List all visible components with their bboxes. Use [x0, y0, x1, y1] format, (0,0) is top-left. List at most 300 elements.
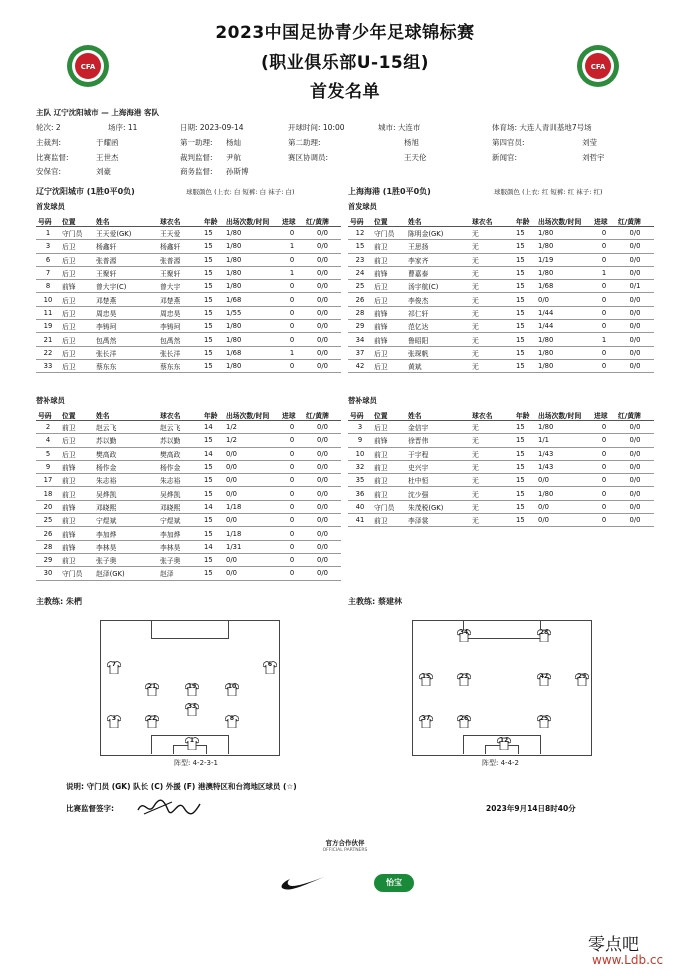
media-officer: 刘哲宇 [582, 153, 605, 162]
cell-pos: 前锋 [60, 460, 94, 473]
signature-scribble [134, 794, 204, 820]
cell-age: 15 [202, 553, 224, 566]
shirt-number: 19 [187, 683, 197, 690]
cell-shirt: 蔡东东 [158, 359, 202, 372]
cell-apps: 1/2 [224, 434, 280, 447]
cell-no: 23 [348, 253, 372, 266]
penalty-area-top [463, 620, 541, 639]
cell-age: 15 [514, 266, 536, 279]
table-row [348, 460, 654, 473]
title-line-1: 2023中国足协青少年足球锦标赛 [215, 23, 475, 43]
cell-apps: 1/80 [536, 421, 592, 434]
cell-name: 李林昊 [94, 540, 158, 553]
away-coach-name: 蔡建林 [378, 597, 402, 606]
cell-apps: 0/0 [224, 553, 280, 566]
shirt-number: 21 [147, 683, 157, 690]
table-row [36, 266, 341, 279]
cell-name: 祁仁轩 [406, 306, 470, 319]
cell-no: 25 [348, 280, 372, 293]
cell-pos: 守门员 [60, 567, 94, 580]
cell-shirt: 王聚轩 [158, 266, 202, 279]
table-row [36, 514, 341, 527]
cell-pos: 后卫 [372, 359, 406, 372]
cell-apps: 1/68 [536, 280, 592, 293]
cell-cards: 0/0 [616, 346, 654, 359]
away-player-shirt [419, 671, 433, 684]
cell-name: 金信宇 [406, 421, 470, 434]
legend: 说明: 守门员 (GK) 队长 (C) 外援 (F) 港澳特区和台湾地区球员 (☆) [66, 782, 297, 791]
cell-apps: 1/1 [536, 434, 592, 447]
table-row [348, 474, 654, 487]
cell-no: 29 [348, 320, 372, 333]
sponsor-logo: 怡宝 [374, 874, 414, 892]
table-row [348, 253, 654, 266]
cell-name: 黄斌 [406, 359, 470, 372]
cell-no: 36 [348, 487, 372, 500]
cell-pos: 前卫 [60, 514, 94, 527]
cell-shirt: 朱志裕 [158, 474, 202, 487]
cell-pos: 前锋 [372, 320, 406, 333]
cell-age: 15 [514, 227, 536, 240]
cell-shirt: 无 [470, 474, 514, 487]
cell-pos: 后卫 [60, 293, 94, 306]
cell-pos: 前卫 [372, 460, 406, 473]
shirt-number: 7 [111, 661, 117, 668]
ar1-label: 第一助理: [180, 138, 213, 147]
table-row [348, 447, 654, 460]
cell-pos: 后卫 [60, 333, 94, 346]
cell-pos: 后卫 [60, 306, 94, 319]
cell-age: 14 [202, 500, 224, 513]
cell-cards: 0/0 [616, 333, 654, 346]
cell-name: 邓晓熙 [94, 500, 158, 513]
table-row [348, 434, 654, 447]
cell-cards: 0/0 [616, 500, 654, 513]
cell-cards: 0/0 [616, 293, 654, 306]
table-row [36, 240, 341, 253]
shirt-number: 25 [539, 715, 549, 722]
match-date: 日期: 2023-09-14 [180, 123, 244, 132]
table-row [348, 421, 654, 434]
shirt-number: 33 [187, 703, 197, 710]
cell-age: 15 [514, 487, 536, 500]
cell-pos: 守门员 [60, 227, 94, 240]
cell-age: 15 [202, 306, 224, 319]
table-row [348, 359, 654, 372]
cell-goals: 0 [280, 500, 304, 513]
table-row [36, 553, 341, 566]
partners-subtitle: OFFICIAL PARTNERS [322, 848, 368, 853]
cell-pos: 前锋 [60, 527, 94, 540]
cell-no: 42 [348, 359, 372, 372]
fourth-official: 刘莹 [582, 138, 597, 147]
cell-no: 32 [348, 460, 372, 473]
away-player-shirt [419, 713, 433, 726]
cell-no: 21 [36, 333, 60, 346]
cell-age: 15 [202, 346, 224, 359]
cell-name: 吴烨凯 [94, 487, 158, 500]
cell-cards: 0/0 [616, 359, 654, 372]
cell-pos: 前卫 [60, 487, 94, 500]
cell-pos: 前锋 [372, 333, 406, 346]
cell-shirt: 邓晓熙 [158, 500, 202, 513]
cell-name: 赵泽(GK) [94, 567, 158, 580]
home-formation: 阵型: 4-2-3-1 [174, 759, 218, 767]
shirt-number: 37 [421, 715, 431, 722]
coordinator: 王天伦 [404, 153, 427, 162]
cell-no: 17 [36, 474, 60, 487]
cell-shirt: 无 [470, 306, 514, 319]
cell-apps: 0/0 [224, 487, 280, 500]
home-formation-pitch [100, 620, 280, 756]
cell-goals: 1 [592, 266, 616, 279]
cell-cards: 0/0 [616, 460, 654, 473]
away-player-shirt [457, 671, 471, 684]
cell-shirt: 李林昊 [158, 540, 202, 553]
table-row [36, 540, 341, 553]
cell-goals: 0 [592, 359, 616, 372]
home-player-shirt [107, 659, 121, 672]
shirt-number: 23 [459, 673, 469, 680]
cell-apps: 1/18 [224, 500, 280, 513]
cell-goals: 0 [280, 540, 304, 553]
cell-no: 25 [36, 514, 60, 527]
cell-age: 15 [514, 333, 536, 346]
cell-pos: 后卫 [60, 434, 94, 447]
cell-shirt: 无 [470, 253, 514, 266]
coordinator-label: 赛区协调员: [288, 153, 329, 162]
cell-cards: 0/0 [304, 421, 341, 434]
cell-no: 34 [348, 333, 372, 346]
cell-name: 汤宇航(C) [406, 280, 470, 293]
home-starters-table [36, 215, 341, 373]
stadium: 体育场: 大连人青训基地7号场 [492, 123, 592, 132]
cell-goals: 0 [280, 527, 304, 540]
cell-pos: 前锋 [372, 266, 406, 279]
cell-goals: 0 [592, 227, 616, 240]
cell-cards: 0/1 [616, 280, 654, 293]
table-header: 号码 位置 姓名 球衣名 年龄 出场次数/时间 进球 红/黄牌 [348, 215, 654, 227]
cell-cards: 0/0 [304, 306, 341, 319]
cell-cards: 0/0 [616, 253, 654, 266]
cell-age: 15 [514, 293, 536, 306]
referee: 于耀函 [96, 138, 119, 147]
security-label: 安保官: [36, 167, 62, 176]
home-coach [36, 596, 82, 607]
cell-goals: 0 [280, 253, 304, 266]
cell-apps: 1/80 [536, 487, 592, 500]
cell-no: 28 [348, 306, 372, 319]
cell-age: 15 [514, 320, 536, 333]
cell-age: 15 [202, 434, 224, 447]
cell-apps: 0/0 [536, 293, 592, 306]
table-row [36, 474, 341, 487]
cell-pos: 后卫 [60, 346, 94, 359]
table-header: 号码 位置 姓名 球衣名 年龄 出场次数/时间 进球 红/黄牌 [36, 215, 341, 227]
cell-apps: 1/43 [536, 447, 592, 460]
away-formation: 阵型: 4-4-2 [482, 759, 519, 767]
cell-cards: 0/0 [616, 320, 654, 333]
cell-cards: 0/0 [304, 447, 341, 460]
cell-cards: 0/0 [304, 266, 341, 279]
table-row [348, 320, 654, 333]
security-officer: 刘豪 [96, 167, 111, 176]
cell-goals: 0 [592, 253, 616, 266]
cell-shirt: 无 [470, 333, 514, 346]
table-row [36, 567, 341, 580]
cell-shirt: 吴烨凯 [158, 487, 202, 500]
cell-name: 沈少强 [406, 487, 470, 500]
cell-shirt: 李铸珂 [158, 320, 202, 333]
cell-shirt: 无 [470, 293, 514, 306]
cell-apps: 0/0 [536, 500, 592, 513]
cell-pos: 后卫 [60, 266, 94, 279]
table-row [348, 306, 654, 319]
cell-cards: 0/0 [616, 434, 654, 447]
cell-apps: 1/80 [224, 253, 280, 266]
commercial-supervisor: 孙斯博 [226, 167, 249, 176]
home-player-shirt [145, 713, 159, 726]
cell-age: 15 [202, 266, 224, 279]
cell-pos: 后卫 [60, 359, 94, 372]
cell-apps: 1/80 [224, 280, 280, 293]
cell-no: 4 [36, 434, 60, 447]
cell-pos: 后卫 [60, 253, 94, 266]
cell-name: 邓楚燕 [94, 293, 158, 306]
cell-name: 苏以勤 [94, 434, 158, 447]
cell-apps: 1/44 [536, 320, 592, 333]
cfa-logo-right [576, 44, 620, 88]
cell-age: 15 [202, 253, 224, 266]
cell-apps: 0/0 [224, 460, 280, 473]
away-subs-label: 替补球员 [348, 396, 377, 405]
shirt-number: 8 [229, 715, 235, 722]
cell-name: 王思扬 [406, 240, 470, 253]
cell-age: 15 [202, 487, 224, 500]
table-row [36, 333, 341, 346]
cell-apps: 1/44 [536, 306, 592, 319]
cell-apps: 1/80 [224, 266, 280, 279]
cell-pos: 前卫 [372, 447, 406, 460]
cell-shirt: 无 [470, 447, 514, 460]
ref-supervisor: 尹航 [226, 153, 241, 162]
watermark-url: www.Ldb.cc [592, 953, 664, 967]
cell-no: 26 [348, 293, 372, 306]
table-row [348, 514, 654, 527]
home-player-shirt [107, 713, 121, 726]
cell-age: 15 [514, 359, 536, 372]
cell-no: 22 [36, 346, 60, 359]
cell-shirt: 无 [470, 434, 514, 447]
cell-shirt: 李加烨 [158, 527, 202, 540]
teams-line: 主队 辽宁沈阳城市 — 上海海港 客队 [36, 108, 159, 117]
cell-cards: 0/0 [304, 240, 341, 253]
cell-no: 35 [348, 474, 372, 487]
cell-shirt: 杨作金 [158, 460, 202, 473]
cell-age: 15 [202, 527, 224, 540]
table-row [348, 333, 654, 346]
cell-cards: 0/0 [616, 474, 654, 487]
cell-shirt: 无 [470, 359, 514, 372]
cell-goals: 0 [280, 447, 304, 460]
cell-cards: 0/0 [304, 460, 341, 473]
cell-name: 朱志裕 [94, 474, 158, 487]
svg-text:CFA: CFA [590, 63, 606, 71]
home-player-shirt [225, 713, 239, 726]
cell-no: 19 [36, 320, 60, 333]
away-starters-table [348, 215, 654, 373]
svg-text:CFA: CFA [80, 63, 96, 71]
cell-name: 徐晋伟 [406, 434, 470, 447]
table-row [348, 500, 654, 513]
cell-pos: 前卫 [372, 487, 406, 500]
home-player-shirt [145, 681, 159, 694]
cell-age: 15 [202, 359, 224, 372]
cell-age: 15 [202, 227, 224, 240]
cell-shirt: 张长洋 [158, 346, 202, 359]
table-row [348, 293, 654, 306]
city: 城市: 大连市 [378, 123, 421, 132]
shirt-number: 42 [539, 673, 549, 680]
away-player-shirt [537, 671, 551, 684]
signature [134, 794, 204, 820]
kickoff-time: 开球时间: 10:00 [288, 123, 345, 132]
cell-name: 李家齐 [406, 253, 470, 266]
table-row [36, 320, 341, 333]
cell-name: 史兴宇 [406, 460, 470, 473]
shirt-number: 26 [459, 715, 469, 722]
cell-name: 张子奥 [94, 553, 158, 566]
cell-goals: 0 [592, 421, 616, 434]
cell-goals: 0 [592, 293, 616, 306]
shirt-number: 3 [111, 715, 117, 722]
cfa-logo-left [66, 44, 110, 88]
away-formation-pitch [412, 620, 592, 756]
cell-shirt: 张子奥 [158, 553, 202, 566]
cell-age: 14 [202, 421, 224, 434]
table-row [36, 434, 341, 447]
away-coach-label: 主教练: [348, 597, 376, 606]
table-row [36, 227, 341, 240]
cell-no: 12 [348, 227, 372, 240]
cell-age: 14 [202, 540, 224, 553]
away-player-shirt [537, 713, 551, 726]
cell-shirt: 赵泽 [158, 567, 202, 580]
cell-cards: 0/0 [304, 293, 341, 306]
cell-cards: 0/0 [616, 306, 654, 319]
cell-name: 张普源 [94, 253, 158, 266]
cell-cards: 0/0 [304, 333, 341, 346]
table-row [348, 240, 654, 253]
cell-no: 40 [348, 500, 372, 513]
cell-age: 15 [514, 500, 536, 513]
cell-name: 范亿达 [406, 320, 470, 333]
cell-no: 18 [36, 487, 60, 500]
cell-cards: 0/0 [304, 320, 341, 333]
cell-shirt: 周忠昊 [158, 306, 202, 319]
watermark-cn: 零点吧 [588, 935, 639, 955]
cell-goals: 0 [280, 421, 304, 434]
cell-goals: 0 [592, 434, 616, 447]
cell-no: 20 [36, 500, 60, 513]
cell-apps: 1/68 [224, 293, 280, 306]
shirt-number: 28 [539, 629, 549, 636]
commercial-label: 商务监督: [180, 167, 213, 176]
cell-age: 15 [202, 460, 224, 473]
shirt-number: 10 [227, 683, 237, 690]
cell-apps: 1/18 [224, 527, 280, 540]
cell-pos: 后卫 [372, 280, 406, 293]
cell-age: 15 [202, 293, 224, 306]
cell-name: 樊高政 [94, 447, 158, 460]
cell-goals: 0 [592, 320, 616, 333]
cell-pos: 后卫 [60, 447, 94, 460]
cell-age: 15 [514, 434, 536, 447]
away-player-shirt [497, 735, 511, 748]
cell-shirt: 樊高政 [158, 447, 202, 460]
cell-apps: 0/0 [224, 474, 280, 487]
match-no: 场序: 11 [108, 123, 138, 132]
cell-no: 5 [36, 447, 60, 460]
cell-apps: 1/2 [224, 421, 280, 434]
cell-no: 11 [36, 306, 60, 319]
cell-no: 41 [348, 514, 372, 527]
cell-age: 14 [202, 447, 224, 460]
table-row [36, 421, 341, 434]
cell-shirt: 赵云飞 [158, 421, 202, 434]
cell-cards: 0/0 [304, 434, 341, 447]
cell-pos: 前卫 [60, 474, 94, 487]
cell-goals: 0 [280, 280, 304, 293]
cell-pos: 前卫 [60, 421, 94, 434]
cell-no: 10 [36, 293, 60, 306]
home-subs-table [36, 409, 341, 581]
cell-shirt: 无 [470, 460, 514, 473]
home-coach-name: 朱椚 [66, 597, 82, 606]
ref-supervisor-label: 裁判监督: [180, 153, 213, 162]
cell-goals: 0 [592, 280, 616, 293]
cell-apps: 1/31 [224, 540, 280, 553]
penalty-area-top [151, 620, 229, 639]
cell-cards: 0/0 [304, 474, 341, 487]
cell-shirt: 王天爱 [158, 227, 202, 240]
cell-goals: 0 [592, 500, 616, 513]
cell-age: 15 [514, 447, 536, 460]
cell-apps: 0/0 [224, 514, 280, 527]
cell-name: 周忠昊 [94, 306, 158, 319]
cell-goals: 0 [280, 227, 304, 240]
cell-name: 包禹然 [94, 333, 158, 346]
cell-shirt: 无 [470, 421, 514, 434]
cell-apps: 0/0 [536, 514, 592, 527]
cell-shirt: 苏以勤 [158, 434, 202, 447]
cell-age: 15 [514, 460, 536, 473]
home-player-shirt [185, 701, 199, 714]
cell-goals: 0 [280, 333, 304, 346]
table-row [36, 500, 341, 513]
cell-name: 曹嘉泰 [406, 266, 470, 279]
cell-name: 赵云飞 [94, 421, 158, 434]
cell-apps: 1/80 [224, 333, 280, 346]
cell-no: 30 [36, 567, 60, 580]
round: 轮次: 2 [36, 123, 61, 132]
shirt-number: 15 [421, 673, 431, 680]
away-team-title: 上海海港 (1胜0平0负) [348, 187, 431, 196]
cell-cards: 0/0 [304, 553, 341, 566]
cell-name: 杜中恒 [406, 474, 470, 487]
cell-goals: 1 [280, 266, 304, 279]
table-header: 号码 位置 姓名 球衣名 年龄 出场次数/时间 进球 红/黄牌 [36, 409, 341, 421]
